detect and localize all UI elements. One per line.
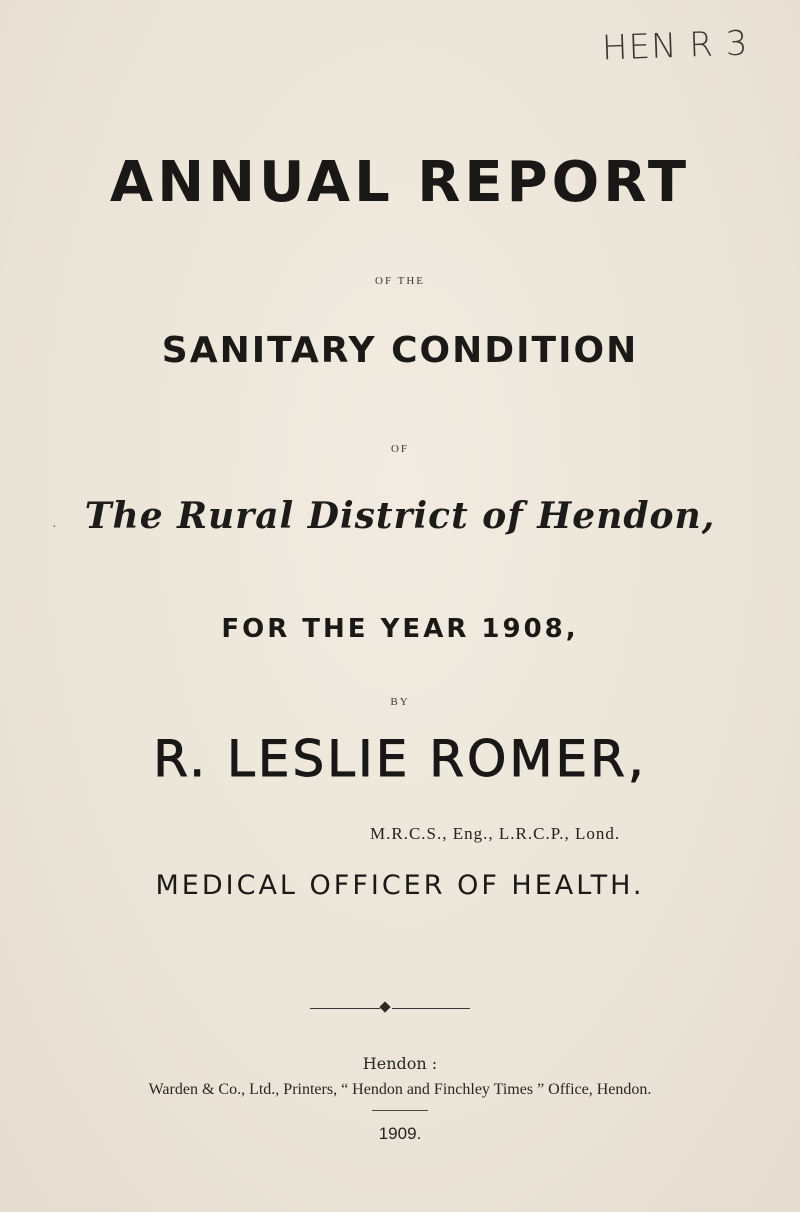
pencil-tick-mark: ․ [52,516,57,531]
divider-line-left [310,1008,380,1009]
of-the-label: OF THE [375,275,425,287]
divider-ornament [310,1002,470,1016]
by-label: BY [390,696,410,708]
district-name: The Rural District of Hendon, [84,495,716,537]
report-title: ANNUAL REPORT [109,150,691,215]
author-qualifications: M.R.C.S., Eng., L.R.C.P., Lond. [370,824,621,843]
imprint-year: 1909. [378,1124,422,1143]
author-position: MEDICAL OFFICER OF HEALTH. [155,870,645,901]
imprint-rule [372,1110,428,1111]
imprint-place: Hendon : [362,1054,438,1073]
report-subject: SANITARY CONDITION [161,330,639,371]
diamond-icon [379,1001,390,1012]
imprint-printers: Warden & Co., Ltd., Printers, “ Hendon and Finchley Times ” Office, Hendon. [148,1081,652,1098]
of-label: OF [390,443,410,455]
report-year: FOR THE YEAR 1908, [221,614,579,644]
author-name: R. LESLIE ROMER, [153,730,647,788]
divider-line-right [392,1008,470,1009]
shelf-mark: HEN R 3 [601,23,750,69]
